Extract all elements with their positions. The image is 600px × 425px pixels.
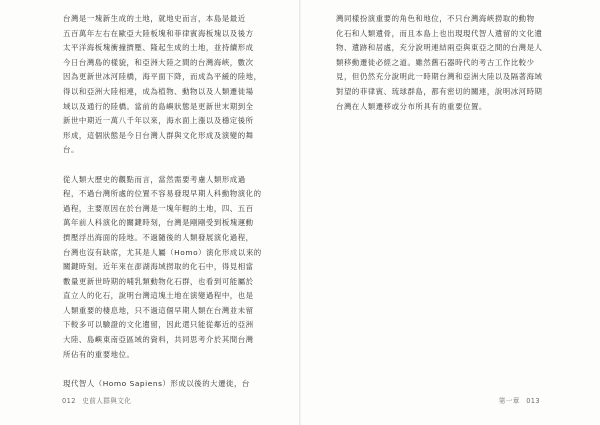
paragraph-line: 下較多可以驗證的文化遺留，因此還只能從鄰近的亞洲 xyxy=(63,320,254,330)
page-number: 013 xyxy=(526,397,540,405)
right-page-footer xyxy=(499,395,544,405)
paragraph-line: 太平洋海板塊衝撞擠壓、隆起生成的土地，並持續形成 xyxy=(63,43,254,53)
paragraph-line: 今日台灣島的樣貌，和亞洲大陸之間的台灣海峽，數次 xyxy=(63,57,254,67)
paragraph-line: 形成，這個狀態是今日台灣人群與文化形成及演變的舞 xyxy=(63,130,254,140)
paragraph-line: 類移動遷徙必經之道。雖然舊石器時代的考古工作比較少 xyxy=(336,57,535,67)
paragraph-line: 見，但仍然充分說明此一時期台灣和亞洲大陸以及隔著海域 xyxy=(336,72,543,82)
left-page-text xyxy=(63,12,262,391)
running-title: 史前人群與文化 xyxy=(82,397,132,405)
paragraph-line: 新世中期近一萬八千年以來，海水面上漲以及穩定後所 xyxy=(63,116,254,126)
paragraph-gap xyxy=(63,362,262,377)
right-page-text xyxy=(336,12,542,114)
paragraph-line: 所佔有的重要地位。 xyxy=(63,349,135,359)
paragraph-line: 得以和亞洲大陸相連，成為植物、動物以及人類遷徙場 xyxy=(63,86,254,96)
paragraph-line: 化石和人類遺骨，而且本島上也出現現代智人遺留的文化遺 xyxy=(336,28,543,38)
paragraph-line: 數量更新世時期的哺乳類動物化石群，也看到可能屬於 xyxy=(63,276,254,286)
paragraph-line: 現代智人（Homo Sapiens）形成以後的大遷徙，台 xyxy=(63,378,250,388)
paragraph-line: 關鍵時刻。近年來在澎湖海域撈取的化石中，得見相當 xyxy=(63,262,254,272)
paragraph-line: 擠壓浮出海面的陸地。不過隨後的人類發展演化過程， xyxy=(63,232,254,242)
paragraph-line: 過程，主要原因在於台灣是一塊年輕的土地，四、五百 xyxy=(63,203,254,213)
paragraph-line: 域以及通行的陸橋。當前的島嶼狀態是更新世末期到全 xyxy=(63,101,254,111)
paragraph-line: 因為更新世冰河陸橋，海平面下降，而成為平緩的陸地， xyxy=(63,72,262,82)
paragraph-line: 台。 xyxy=(63,145,79,155)
chapter-label: 第一章 xyxy=(498,397,520,405)
right-page xyxy=(300,0,600,425)
paragraph-line: 灣同樣扮演重要的角色和地位，不只台灣海峽撈取的動物 xyxy=(336,14,535,23)
paragraph-line: 對望的菲律賓、琉球群島，都有密切的關連，說明冰河時期 xyxy=(336,86,543,96)
paragraph-line: 五百萬年左右在歐亞大陸板塊和菲律賓海板塊以及後方 xyxy=(63,28,254,38)
page-number: 012 xyxy=(62,397,76,405)
paragraph-gap xyxy=(63,158,262,173)
paragraph-line: 人類重要的棲息地，只不過這個早期人類在台灣並未留 xyxy=(63,305,254,315)
paragraph-line: 萬年前人科演化的關鍵時刻，台灣是剛剛受到板塊運動 xyxy=(63,218,254,228)
left-page-footer xyxy=(62,395,135,405)
paragraph-line: 台灣也沒有缺席，尤其是人屬（Homo）演化形成以來的 xyxy=(63,247,262,257)
paragraph-line: 台灣在人類遷移或分布所具有的重要位置。 xyxy=(336,101,487,111)
paragraph-line: 程，不過台灣所處的位置不容易發現早期人科動物演化的 xyxy=(63,189,262,199)
paragraph-line: 大陸、島嶼東南亞區域的資料，共同思考介於其間台灣 xyxy=(63,335,254,345)
paragraph-line: 從人類大歷史的觀點而言，當然需要考慮人類形成過 xyxy=(63,174,246,184)
paragraph-line: 直立人的化石，說明台灣這塊土地在演變過程中，也是 xyxy=(63,291,254,301)
paragraph-line: 物、遺跡和居處，充分說明連結兩亞與東亞之間的台灣是人 xyxy=(336,43,543,53)
paragraph-line: 台灣是一塊新生成的土地，就地史而言，本島是最近 xyxy=(63,14,246,23)
